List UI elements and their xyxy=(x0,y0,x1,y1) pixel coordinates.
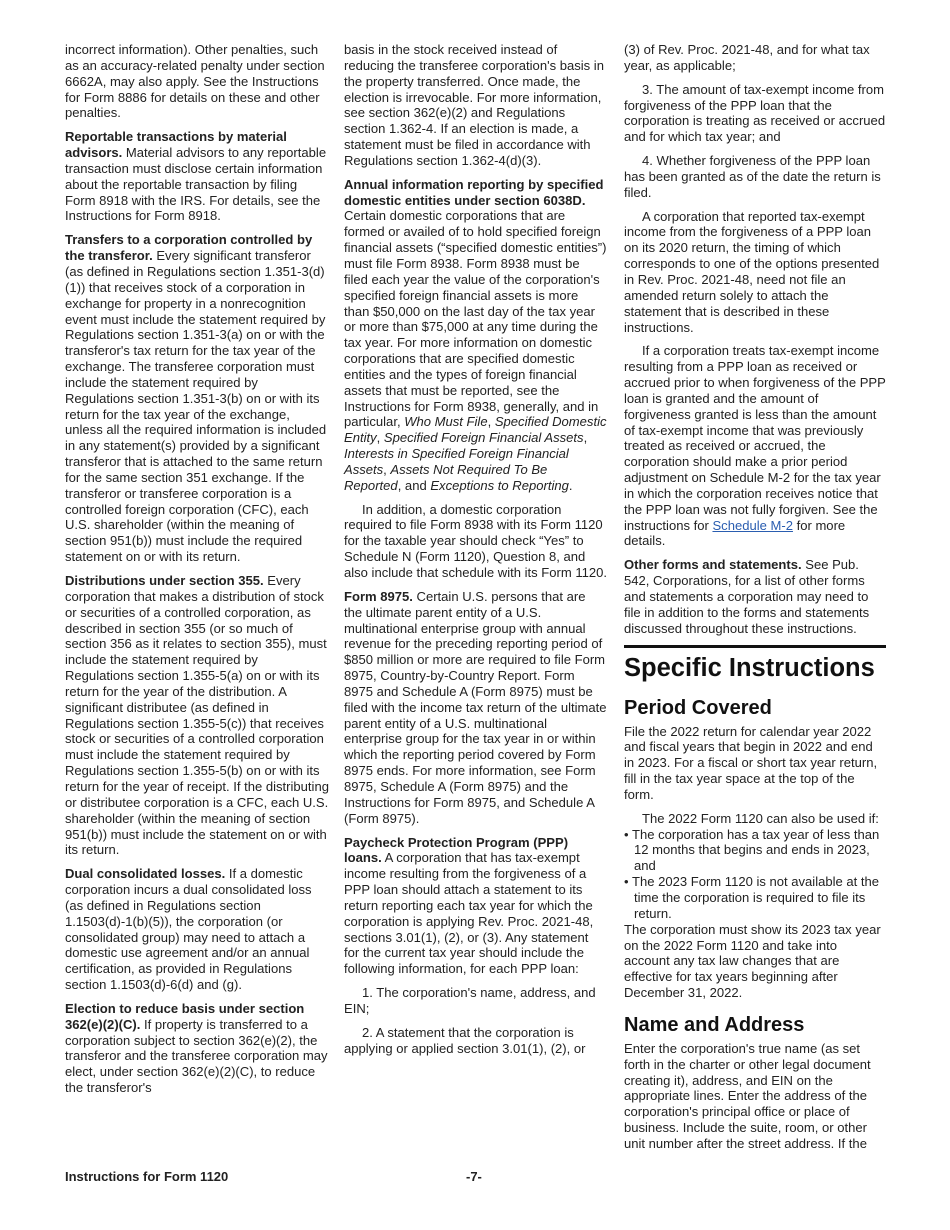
paragraph-form-8975: Form 8975. Certain U.S. persons that are the ultimate parent entity of a U.S. multinational enterprise group with annual revenue for the preceding reporting period of $850 million or more are required to file Form 8975, Country-by-Country Report. Form 8975 and Schedule A (Form 8975) must be filed with the income tax return of the ultimate parent entity of a U.S. multinational enterprise group for the tax year in or within which the reporting period covered by Form 8975 ends. For more information, see Form 8975, Schedule A (Form 8975) and the Instructions for Form 8975, and Schedule A (Form 8975). xyxy=(344,588,607,826)
bullet-icon: • xyxy=(624,874,632,890)
list-item: 3. The amount of tax-exempt income from forgiveness of the PPP loan that the corporation is treating as received or accrued and for which tax year; and xyxy=(624,81,886,145)
paragraph: (3) of Rev. Proc. 2021-48, and for what tax year, as applicable; xyxy=(624,42,870,73)
paragraph-heading: Form 8975. xyxy=(344,588,413,604)
paragraph-heading: Dual consolidated losses. xyxy=(65,866,226,882)
paragraph-heading: Transfers to a corporation controlled by the transferor. xyxy=(65,232,313,264)
paragraph: The 2022 Form 1120 can also be used if: xyxy=(642,810,879,826)
paragraph-reportable-advisors: Reportable transactions by material advisors. Material advisors to any reportable transaction must disclose certain information about the reportable transaction by filing Form 8918 with the IRS. For details, see the Instructions for Form 8918. xyxy=(65,129,327,224)
list-item: 4. Whether forgiveness of the PPP loan has been granted as of the date the return is filed. xyxy=(624,153,881,200)
paragraph: If a corporation treats tax-exempt income resulting from a PPP loan as received or accrued prior to when forgiveness of the PPP loan is granted and the amount of forgiveness granted is less than the amount of tax-exempt income that was previously treated as received or accrued, the corporation should make a prior period adjustment on Schedule M-2 for the tax year in which the corporation receives notice that the PPP loan was not fully forgiven. See the instructions for Schedule M-2 for more details. xyxy=(624,343,886,549)
paragraph: A corporation that reported tax-exempt income from the forgiveness of a PPP loan on its 2020 return, the timing of which corresponds to one of the options presented in Rev. Proc. 2021-48, need not file an amended return solely to attach the statement that is described in these instructions. xyxy=(624,208,880,335)
paragraph: incorrect information). Other penalties, such as an accuracy-related penalty under section 6662A, may also apply. See the Instructions for Form 8886 for details on these and other penalties. xyxy=(65,42,325,121)
subheading-name-and-address: Name and Address xyxy=(624,1013,805,1036)
paragraph-heading: Election to reduce basis under section 362(e)(2)(C). xyxy=(65,1000,305,1032)
paragraph: In addition, a domestic corporation required to file Form 8938 with its Form 1120 for the taxable year should check “Yes” to Schedule N (Form 1120), Question 8, and also include that schedule with its Form 1120. xyxy=(344,501,608,580)
paragraph-heading: Reportable transactions by material advisors. xyxy=(65,129,287,161)
paragraph-distributions: Distributions under section 355. Every corporation that makes a distribution of stock or securities of a controlled corporation, as described in section 355 (or so much of section 356 as it relates to section 355), must include the statement required by Regulations section 1.355-5(a) on or with its return for the year of the distribution. A significant distributee (as defined in Regulations section 1.355-5(c)) that receives stock or securities of a controlled corporation must include the statement required by Regulations section 1.355-5(b) on or with its return for the year of receipt. If the distributing or distributee corporation is a CFC, each U.S. shareholder (within the meaning of section 951(b)) must include the statement on or with its return. xyxy=(65,573,329,858)
paragraph: Enter the corporation's true name (as set forth in the charter or other legal document creating it), address, and EIN on the appropriate lines. Enter the address of the corporation's principal office or place of business. Include the suite, room, or other unit number after the street address. If the xyxy=(624,1040,871,1151)
column-2 xyxy=(344,42,607,1064)
bullet-icon: • xyxy=(624,826,632,842)
paragraph: basis in the stock received instead of reducing the transferee corporation's basis in the property transferred. Once made, the election is irrevocable. For more information, see section 362(e)(2) and Regulations section 1.362-4. If an election is made, a statement must be filed in accordance with Regulations section 1.362-4(d)(3). xyxy=(344,42,604,168)
page-number: -7- xyxy=(466,1169,482,1184)
paragraph-heading: Paycheck Protection Program (PPP) loans. xyxy=(344,834,569,866)
column-3 xyxy=(624,42,886,1160)
subheading-period-covered: Period Covered xyxy=(624,696,772,719)
paragraph-6038d: Annual information reporting by specified domestic entities under section 6038D. Certain domestic corporations that are formed or availed of to hold specified foreign financial assets (“specified domestic entities”) must file Form 8938. Form 8938 must be filed each year the value of the corporation's specified foreign financial assets is more than $50,000 on the last day of the tax year or more than $75,000 at any time during the tax year. For more information on domestic corporations that are specified domestic entities and the types of foreign financial assets that must be reported, see the Instructions for Form 8938, generally, and in particular, Who Must File, Specified Domestic Entity, Specified Foreign Financial Assets, Interests in Specified Foreign Financial Assets, Assets Not Required To Be Reported, and Exceptions to Reporting. xyxy=(344,176,607,493)
paragraph-other-forms: Other forms and statements. See Pub. 542, Corporations, for a list of other forms and statements a corporation may need to file in addition to the forms and statements discussed throughout these instructions. xyxy=(624,557,870,636)
section-heading-specific-instructions: Specific Instructions xyxy=(624,645,886,684)
paragraph-dual-losses: Dual consolidated losses. If a domestic corporation incurs a dual consolidated loss (as defined in Regulations section 1.1503(d)-1(b)(5)), the corporation (or consolidated group) may need to attach a domestic use agreement and/or an annual certification, as provided in Regulations section 1.1503(d)-6(d) and (g). xyxy=(65,866,312,993)
paragraph: The corporation must show its 2023 tax year on the 2022 Form 1120 and take into account any tax law changes that are effective for tax years beginning after December 31, 2022. xyxy=(624,921,881,1001)
paragraph: File the 2022 return for calendar year 2022 and fiscal years that begin in 2022 and end in 2023. For a fiscal or short tax year return, fill in the tax year space at the top of the form. xyxy=(624,723,878,802)
bullet-item: • The corporation has a tax year of less than 12 months that begins and ends in 2023, and xyxy=(624,826,880,874)
paragraph-heading: Other forms and statements. xyxy=(624,557,802,573)
footer-form-title: Instructions for Form 1120 xyxy=(65,1169,229,1184)
list-item: 2. A statement that the corporation is applying or applied section 3.01(1), (2), or xyxy=(344,1024,586,1056)
paragraph-ppp-loans: Paycheck Protection Program (PPP) loans. A corporation that has tax-exempt income resulting from the forgiveness of a PPP loan should attach a statement to its return reporting each tax year for which the corporation is applying Rev. Proc. 2021-48, sections 3.01(1), (2), or (3). Any statement for the current tax year should include the following information, for each PPP loan: xyxy=(344,834,594,977)
paragraph-transfers: Transfers to a corporation controlled by the transferor. Every significant transferor (as defined in Regulations section 1.351-3(d)(1)) that receives stock of a corporation in exchange for property in a nonrecognition event must include the statement required by Regulations section 1.351-3(a) on or with the transferor's tax return for the tax year of the exchange. The transferee corporation must include the statement required by Regulations section 1.351-3(b) on or with its return for the tax year of the exchange, unless all the required information is included in any statement(s) provided by a significant transferor that is attached to the same return for the same section 351 exchange. If the transferor or transferee corporation is a controlled foreign corporation (CFC), each U.S. shareholder (within the meaning of section 951(b)) must include the required statement on or with its return. xyxy=(65,232,327,565)
paragraph-basis-election: Election to reduce basis under section 362(e)(2)(C). If property is transferred to a corporation subject to section 362(e)(2), the transferor and the transferee corporation may elect, under section 362(e)(2)(C), to reduce the transferor's xyxy=(65,1000,328,1096)
paragraph-heading: Distributions under section 355. xyxy=(65,573,264,588)
list-item: 1. The corporation's name, address, and EIN; xyxy=(344,985,596,1016)
column-1 xyxy=(65,42,330,1104)
bullet-item: • The 2023 Form 1120 is not available at the time the corporation is required to file its return. xyxy=(624,874,880,921)
schedule-m2-link[interactable]: Schedule M-2 xyxy=(712,517,793,533)
paragraph-heading: Annual information reporting by specified domestic entities under section 6038D. xyxy=(344,176,604,208)
